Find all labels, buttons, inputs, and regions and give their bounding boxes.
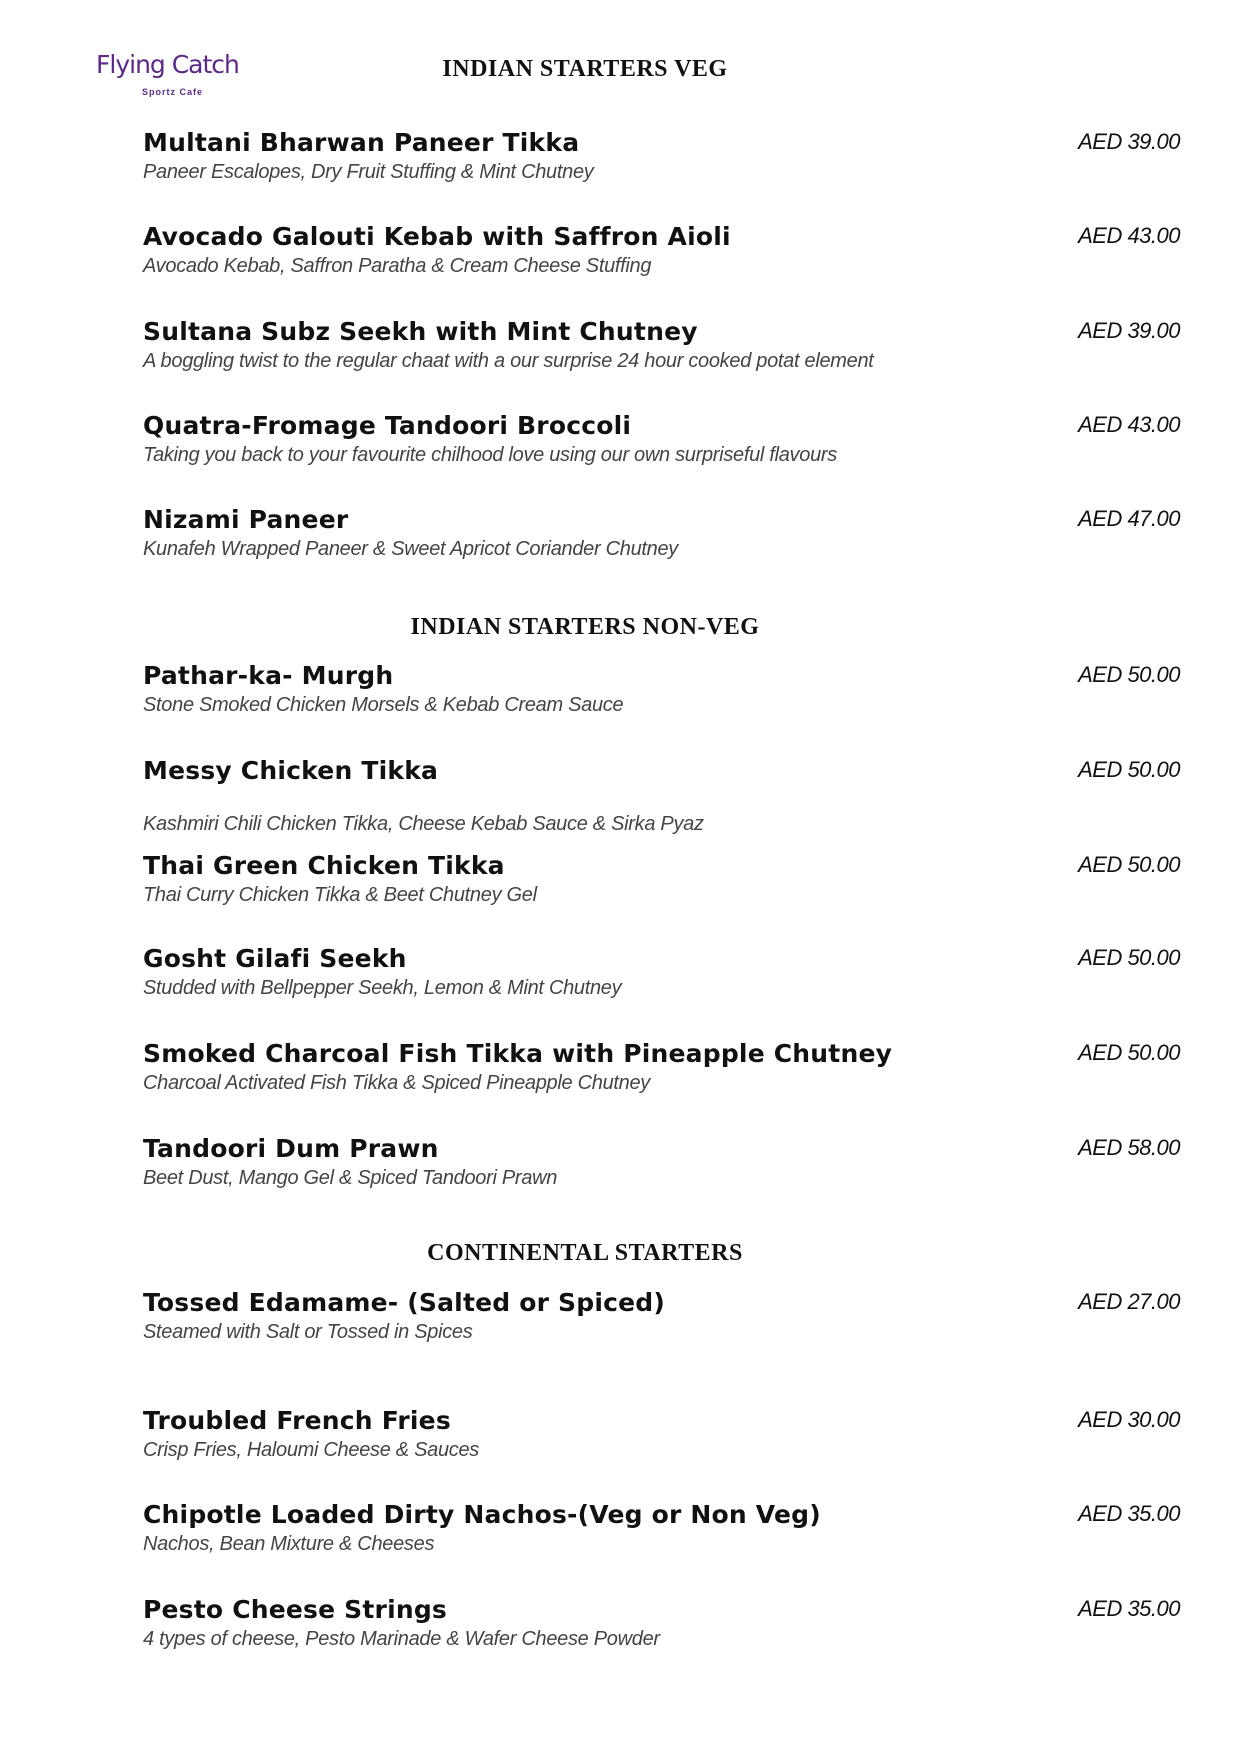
- item-description: 4 types of cheese, Pesto Marinade & Wafer Cheese Powder: [143, 1628, 660, 1650]
- item-price: AED 39.00: [1078, 129, 1180, 154]
- item-name: Multani Bharwan Paneer Tikka: [143, 128, 580, 157]
- item-description: Taking you back to your favourite chilhood love using our own surpriseful flavours: [143, 444, 837, 466]
- item-price: AED 50.00: [1078, 757, 1180, 782]
- section-heading: INDIAN STARTERS VEG: [442, 56, 728, 82]
- section-heading: INDIAN STARTERS NON-VEG: [410, 614, 760, 640]
- item-price: AED 30.00: [1078, 1407, 1180, 1432]
- item-name: Gosht Gilafi Seekh: [143, 944, 407, 973]
- item-name: Smoked Charcoal Fish Tikka with Pineapple Chutney: [143, 1039, 893, 1068]
- item-name: Troubled French Fries: [143, 1406, 451, 1435]
- item-name: Chipotle Loaded Dirty Nachos-(Veg or Non Veg): [143, 1500, 821, 1529]
- item-name: Pathar-ka- Murgh: [143, 661, 394, 690]
- item-price: AED 50.00: [1078, 662, 1180, 687]
- item-name: Tossed Edamame- (Salted or Spiced): [143, 1288, 666, 1317]
- item-description: Steamed with Salt or Tossed in Spices: [143, 1321, 473, 1343]
- item-name: Sultana Subz Seekh with Mint Chutney: [143, 317, 698, 346]
- item-price: AED 47.00: [1078, 506, 1180, 531]
- item-price: AED 35.00: [1078, 1501, 1180, 1526]
- item-price: AED 43.00: [1078, 412, 1180, 437]
- item-description: Kunafeh Wrapped Paneer & Sweet Apricot Coriander Chutney: [143, 538, 678, 560]
- item-description: Studded with Bellpepper Seekh, Lemon & Mint Chutney: [143, 977, 622, 999]
- item-price: AED 50.00: [1078, 945, 1180, 970]
- item-description: Stone Smoked Chicken Morsels & Kebab Cream Sauce: [143, 694, 624, 716]
- item-description: Kashmiri Chili Chicken Tikka, Cheese Kebab Sauce & Sirka Pyaz: [143, 813, 704, 835]
- item-name: Quatra-Fromage Tandoori Broccoli: [143, 411, 632, 440]
- item-name: Nizami Paneer: [143, 505, 349, 534]
- item-description: Crisp Fries, Haloumi Cheese & Sauces: [143, 1439, 479, 1461]
- item-price: AED 35.00: [1078, 1596, 1180, 1621]
- logo-text: Flying Catch: [96, 50, 239, 79]
- item-description: Paneer Escalopes, Dry Fruit Stuffing & Mint Chutney: [143, 161, 594, 183]
- item-price: AED 50.00: [1078, 1040, 1180, 1065]
- item-price: AED 27.00: [1078, 1289, 1180, 1314]
- logo-tagline: Sportz Cafe: [142, 87, 204, 97]
- item-name: Thai Green Chicken Tikka: [143, 851, 505, 880]
- item-name: Messy Chicken Tikka: [143, 756, 439, 785]
- item-name: Tandoori Dum Prawn: [143, 1134, 439, 1163]
- item-price: AED 43.00: [1078, 223, 1180, 248]
- section-heading: CONTINENTAL STARTERS: [427, 1240, 743, 1266]
- item-name: Pesto Cheese Strings: [143, 1595, 448, 1624]
- item-description: Charcoal Activated Fish Tikka & Spiced Pineapple Chutney: [143, 1072, 650, 1094]
- item-description: A boggling twist to the regular chaat with a our surprise 24 hour cooked potat element: [143, 350, 874, 372]
- item-price: AED 39.00: [1078, 318, 1180, 343]
- item-price: AED 58.00: [1078, 1135, 1180, 1160]
- item-description: Thai Curry Chicken Tikka & Beet Chutney Gel: [143, 884, 537, 906]
- item-description: Beet Dust, Mango Gel & Spiced Tandoori Prawn: [143, 1167, 558, 1189]
- item-name: Avocado Galouti Kebab with Saffron Aioli: [143, 222, 731, 251]
- item-price: AED 50.00: [1078, 852, 1180, 877]
- item-description: Avocado Kebab, Saffron Paratha & Cream Cheese Stuffing: [143, 255, 652, 277]
- item-description: Nachos, Bean Mixture & Cheeses: [143, 1533, 435, 1555]
